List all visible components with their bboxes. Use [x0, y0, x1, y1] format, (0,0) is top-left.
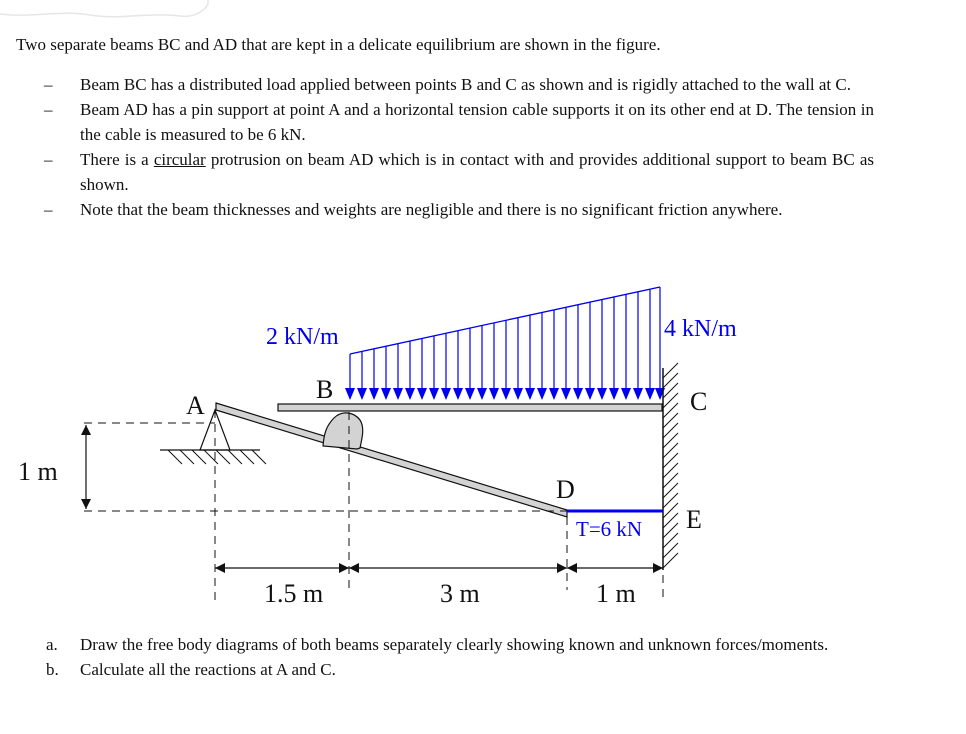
torn-paper-edge: [0, 0, 210, 22]
bullet-text: Beam BC has a distributed load applied between points B and C as shown and is rigidly attached to the wall at C.: [80, 75, 851, 94]
load-label-right: 4 kN/m: [664, 316, 737, 342]
point-a-label: A: [186, 391, 205, 420]
point-e-label: E: [686, 505, 702, 534]
point-b-label: B: [316, 375, 334, 404]
load-arrowheads: [345, 388, 665, 400]
dimension-label-1m: 1 m: [596, 579, 636, 608]
dimension-label-1-5m: 1.5 m: [264, 579, 324, 608]
question-b: [46, 657, 846, 682]
bullet-text-after: protrusion on beam AD which is in contact with and provides additional support to beam BC as shown.: [80, 150, 874, 194]
beam-bc: [278, 404, 662, 411]
dimension-label-3m: 3 m: [440, 579, 480, 608]
point-d-label: D: [556, 475, 575, 504]
bullet-text: Beam AD has a pin support at point A and a horizontal tension cable supports it on its other end at D. The tension in the cable is measured to be 6 kN.: [80, 100, 874, 144]
bullet-dash: –: [44, 150, 53, 169]
distributed-load: [345, 287, 665, 400]
construction-lines: [84, 410, 663, 600]
question-text: Draw the free body diagrams of both beams separately clearly showing known and unknown forces/moments.: [80, 635, 829, 654]
question-text: Calculate all the reactions at A and C.: [80, 660, 336, 679]
wall-support: [663, 363, 678, 570]
question-list: [46, 632, 846, 682]
bullet-dash: –: [44, 200, 53, 219]
bullet-text-underlined: circular: [153, 150, 206, 169]
dimension-vertical-label: 1 m: [18, 457, 58, 486]
question-a: [46, 632, 846, 657]
load-arrows: [350, 287, 660, 398]
question-label: a.: [46, 635, 58, 654]
intro-paragraph: Two separate beams BC and AD that are kept in a delicate equilibrium are shown in the figure.: [16, 35, 661, 54]
bullet-beam-ad: [44, 97, 874, 147]
beam-ad: [216, 403, 567, 517]
point-c-label: C: [690, 387, 708, 416]
bullet-note: [44, 197, 874, 222]
circular-protrusion: [323, 413, 363, 449]
bullet-dash: –: [44, 75, 53, 94]
bullet-text: Note that the beam thicknesses and weights are negligible and there is no significant friction anywhere.: [80, 200, 783, 219]
bullet-text-before: There is a: [80, 150, 154, 169]
beam-diagram: [0, 270, 966, 630]
bullet-circular-protrusion: [44, 147, 874, 197]
bullet-beam-bc: [44, 72, 874, 97]
question-label: b.: [46, 660, 59, 679]
bullet-dash: –: [44, 100, 53, 119]
load-label-left: 2 kN/m: [266, 324, 339, 350]
cable-tension-label: T=6 kN: [576, 517, 643, 541]
bullet-list: [44, 72, 874, 222]
